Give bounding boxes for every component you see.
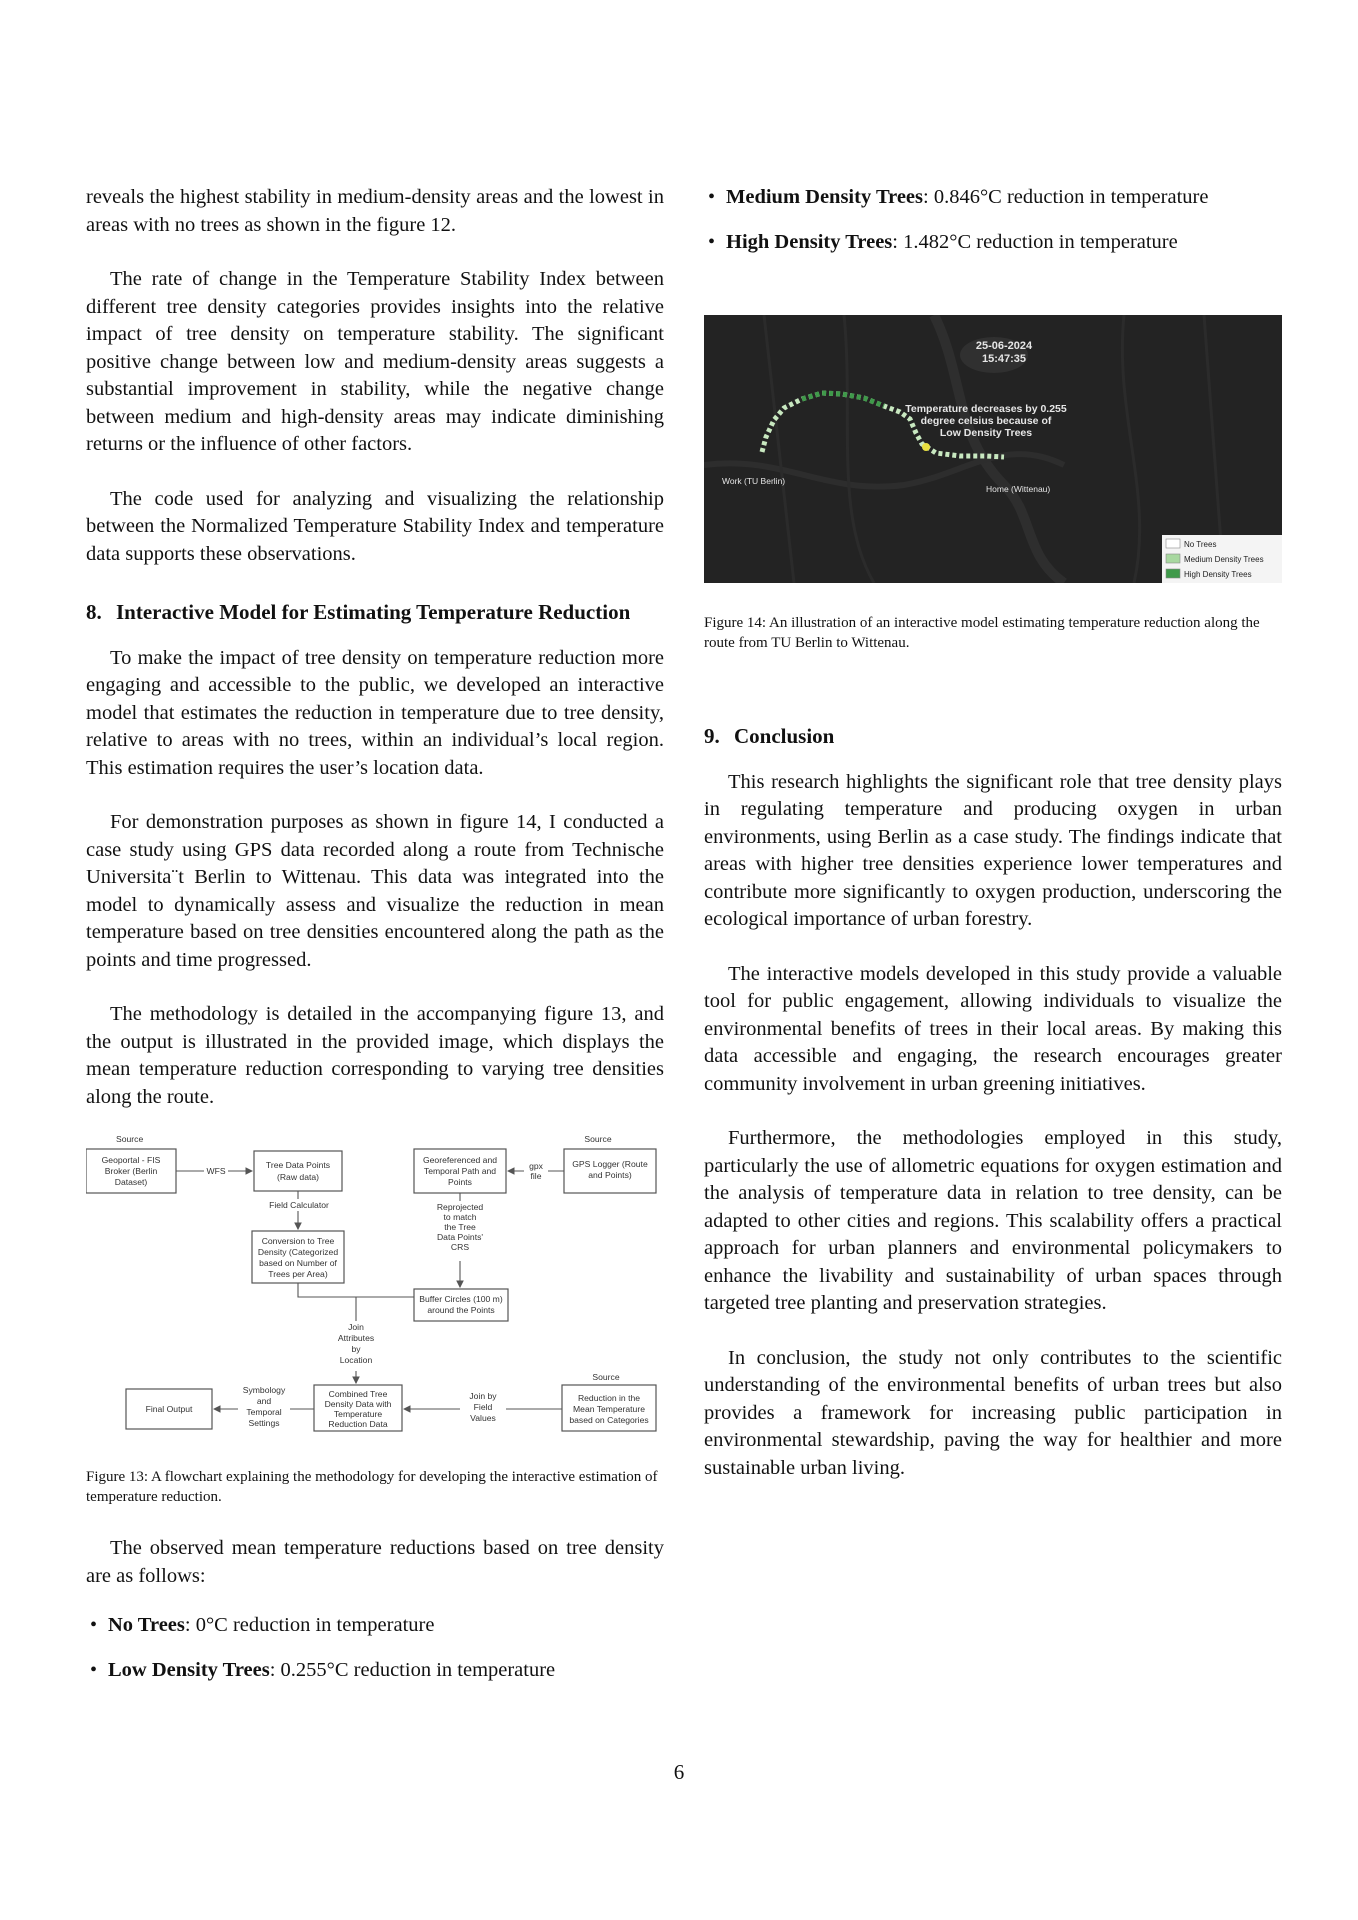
- join-location-label: Join: [348, 1322, 364, 1332]
- combined-text: Density Data with: [324, 1399, 392, 1409]
- join-location-label: Attributes: [337, 1333, 375, 1343]
- source-label: Source: [592, 1372, 620, 1382]
- bullet-list: [86, 1612, 664, 1684]
- geoportal-text: Broker (Berlin: [104, 1166, 158, 1176]
- final-output-text: Final Output: [145, 1404, 193, 1414]
- list-item: [704, 229, 1282, 257]
- georef-text: Temporal Path and: [423, 1166, 497, 1176]
- reprojected-label: the Tree: [444, 1222, 476, 1232]
- source-label: Source: [116, 1134, 144, 1144]
- gps-logger-text: and Points): [588, 1170, 632, 1180]
- join-field-label: Values: [470, 1413, 496, 1423]
- paragraph: reveals the highest stability in medium-density areas and the lowest in areas with no trees as shown in the figure 12.: [86, 186, 664, 236]
- list-item-text: : 0°C reduction in temperature: [184, 1614, 435, 1636]
- reduction-text: Reduction in the: [577, 1393, 641, 1403]
- section-title: Interactive Model for Estimating Temperature Reduction: [116, 600, 631, 624]
- join-location-label: Location: [339, 1355, 373, 1365]
- list-item-label: No Trees: [108, 1614, 185, 1636]
- buffer-text: Buffer Circles (100 m): [419, 1294, 503, 1304]
- paragraph: The observed mean temperature reductions based on tree density are as follows:: [86, 1537, 664, 1587]
- map-time: 15:47:35: [981, 353, 1027, 365]
- list-item: [86, 1657, 664, 1685]
- list-item-text: : 0.846°C reduction in temperature: [923, 186, 1209, 208]
- join-location-label: by: [351, 1344, 361, 1354]
- symbology-label: and: [256, 1396, 272, 1406]
- figure-13-flowchart: [86, 1127, 664, 1447]
- map-annotation: Temperature decreases by 0.255: [905, 403, 1067, 415]
- paragraph: The interactive models developed in this study provide a valuable tool for public engagement, allowing individuals to visualize the environmental benefits of trees in their local areas. By making this data accessible and engaging, the research encourages greater community involvement in urban greening initiatives.: [704, 962, 1282, 1095]
- legend-label: Medium Density Trees: [1184, 555, 1264, 564]
- conversion-text: Trees per Area): [268, 1269, 328, 1279]
- gps-logger-text: GPS Logger (Route: [572, 1159, 648, 1169]
- reprojected-label: to match: [443, 1212, 477, 1222]
- conversion-text: Density (Categorized: [257, 1247, 339, 1257]
- map-annotation: Low Density Trees: [939, 427, 1033, 439]
- list-item: [704, 184, 1282, 212]
- tree-points-box: [254, 1151, 342, 1191]
- tree-points-text: (Raw data): [276, 1172, 320, 1182]
- legend-swatch-no-trees: [1166, 539, 1180, 548]
- map-annotation: degree celsius because of: [920, 415, 1052, 427]
- list-item-text: : 0.255°C reduction in temperature: [269, 1658, 556, 1681]
- buffer-text: around the Points: [427, 1305, 495, 1315]
- geoportal-text: Dataset): [114, 1177, 148, 1187]
- join-field-label: Join by: [469, 1391, 497, 1401]
- list-item-label: High Density Trees: [726, 230, 893, 253]
- bullet-list: [704, 184, 1282, 256]
- paragraph: The rate of change in the Temperature Stability Index between different tree density categories provides insights into the relative impact of tree density on temperature stability. The significant positive change between low and medium-density areas suggests a substantial improvement in stability, while the negative change between medium and high-density areas may indicate diminishing returns or the influence of other factors.: [86, 268, 664, 455]
- symbology-label: Symbology: [242, 1385, 286, 1395]
- georef-text: Georeferenced and: [422, 1155, 498, 1165]
- conversion-text: based on Number of: [259, 1258, 337, 1268]
- list-item-label: Low Density Trees: [108, 1658, 270, 1681]
- symbology-label: Settings: [248, 1418, 280, 1428]
- conversion-text: Conversion to Tree: [261, 1236, 335, 1246]
- home-label: Home (Wittenau): [986, 484, 1051, 494]
- current-position-marker: [922, 443, 930, 451]
- paragraph: The methodology is detailed in the accompanying figure 13, and the output is illustrated in the provided image, which displays the mean temperature reduction corresponding to varying tree densities along the route.: [86, 1003, 664, 1108]
- right-column: [704, 184, 1282, 1482]
- paragraph: The code used for analyzing and visualizing the relationship between the Normalized Temperature Stability Index and temperature data supports these observations.: [86, 487, 664, 565]
- route-high-density: [802, 393, 884, 406]
- map-svg: [704, 315, 1282, 583]
- paragraph: For demonstration purposes as shown in figure 14, I conducted a case study using GPS data recorded along a route from Technische Universita¨t Berlin to Wittenau. This data was integrated into the model to dynamically assess and visualize the reduction in mean temperature based on tree densities encountered along the path as the points and time progressed.: [86, 811, 664, 971]
- work-label: Work (TU Berlin): [722, 476, 786, 486]
- geoportal-text: Geoportal - FIS: [101, 1155, 161, 1165]
- reprojected-label: Data Points': [436, 1232, 484, 1242]
- paragraph: This research highlights the significant role that tree density plays in regulating temperature and producing oxygen in urban environments, using Berlin as a case study. The findings indicate that areas with higher tree densities experience lower temperatures and contribute more significantly to oxygen production, underscoring the ecological importance of urban forestry.: [704, 770, 1282, 930]
- figure-13-caption: Figure 13: A flowchart explaining the methodology for developing the interactive estimation of temperature reduction.: [86, 1469, 658, 1505]
- legend-label: High Density Trees: [1184, 570, 1252, 579]
- section-number: 8.: [86, 600, 102, 624]
- reduction-text: Mean Temperature: [573, 1404, 645, 1414]
- list-item-text: : 1.482°C reduction in temperature: [892, 230, 1178, 253]
- left-column: [86, 184, 664, 1701]
- gpx-label: file: [530, 1171, 542, 1181]
- section-title: Conclusion: [734, 724, 835, 748]
- reprojected-label: CRS: [450, 1242, 470, 1252]
- combined-text: Reduction Data: [328, 1419, 388, 1429]
- join-field-label: Field: [473, 1402, 493, 1412]
- paragraph: Furthermore, the methodologies employed in this study, particularly the use of allometric equations for oxygen estimation and the analysis of temperature data in relation to tree density, can be adapted to other cities and regions. This scalability offers a practical approach for urban planners and environmental policymakers to enhance the livability and sustainability of urban spaces through targeted tree planting and preservation strategies.: [704, 1127, 1282, 1314]
- connector: [298, 1283, 414, 1297]
- list-item-label: Medium Density Trees: [726, 186, 924, 208]
- section-number: 9.: [704, 724, 720, 748]
- section-heading-8: [86, 599, 664, 627]
- symbology-label: Temporal: [246, 1407, 282, 1417]
- legend-swatch-medium: [1166, 554, 1180, 563]
- figure-14-caption: Figure 14: An illustration of an interactive model estimating temperature reduction along the route from TU Berlin to Wittenau.: [704, 615, 1260, 651]
- list-item: [86, 1612, 664, 1640]
- gpx-label: gpx: [529, 1161, 543, 1171]
- paragraph: In conclusion, the study not only contributes to the scientific understanding of the environmental benefits of urban trees but also provides a framework for increasing public participation in environmental stewardship, paving the way for healthier and more sustainable urban living.: [704, 1346, 1282, 1479]
- map-date: 25-06-2024: [975, 340, 1033, 352]
- reprojected-label: Reprojected: [436, 1202, 484, 1212]
- georef-text: Points: [448, 1177, 472, 1187]
- section-heading-9: [704, 723, 1282, 751]
- tree-points-text: Tree Data Points: [265, 1160, 331, 1170]
- page-number: 6: [673, 1760, 685, 1784]
- combined-text: Temperature: [333, 1409, 383, 1419]
- legend-swatch-high: [1166, 569, 1180, 578]
- source-label: Source: [584, 1134, 612, 1144]
- wfs-label: WFS: [206, 1166, 226, 1176]
- reduction-text: based on Categories: [569, 1415, 649, 1425]
- legend-label: No Trees: [1184, 540, 1217, 549]
- combined-text: Combined Tree: [328, 1389, 388, 1399]
- figure-14-route-map: [704, 315, 1282, 583]
- paragraph: To make the impact of tree density on temperature reduction more engaging and accessible to the public, we developed an interactive model that estimates the reduction in temperature due to tree density, relative to areas with no trees, within an individual’s local region. This estimation requires the user’s location data.: [86, 646, 664, 779]
- field-calc-label: Field Calculator: [269, 1200, 329, 1210]
